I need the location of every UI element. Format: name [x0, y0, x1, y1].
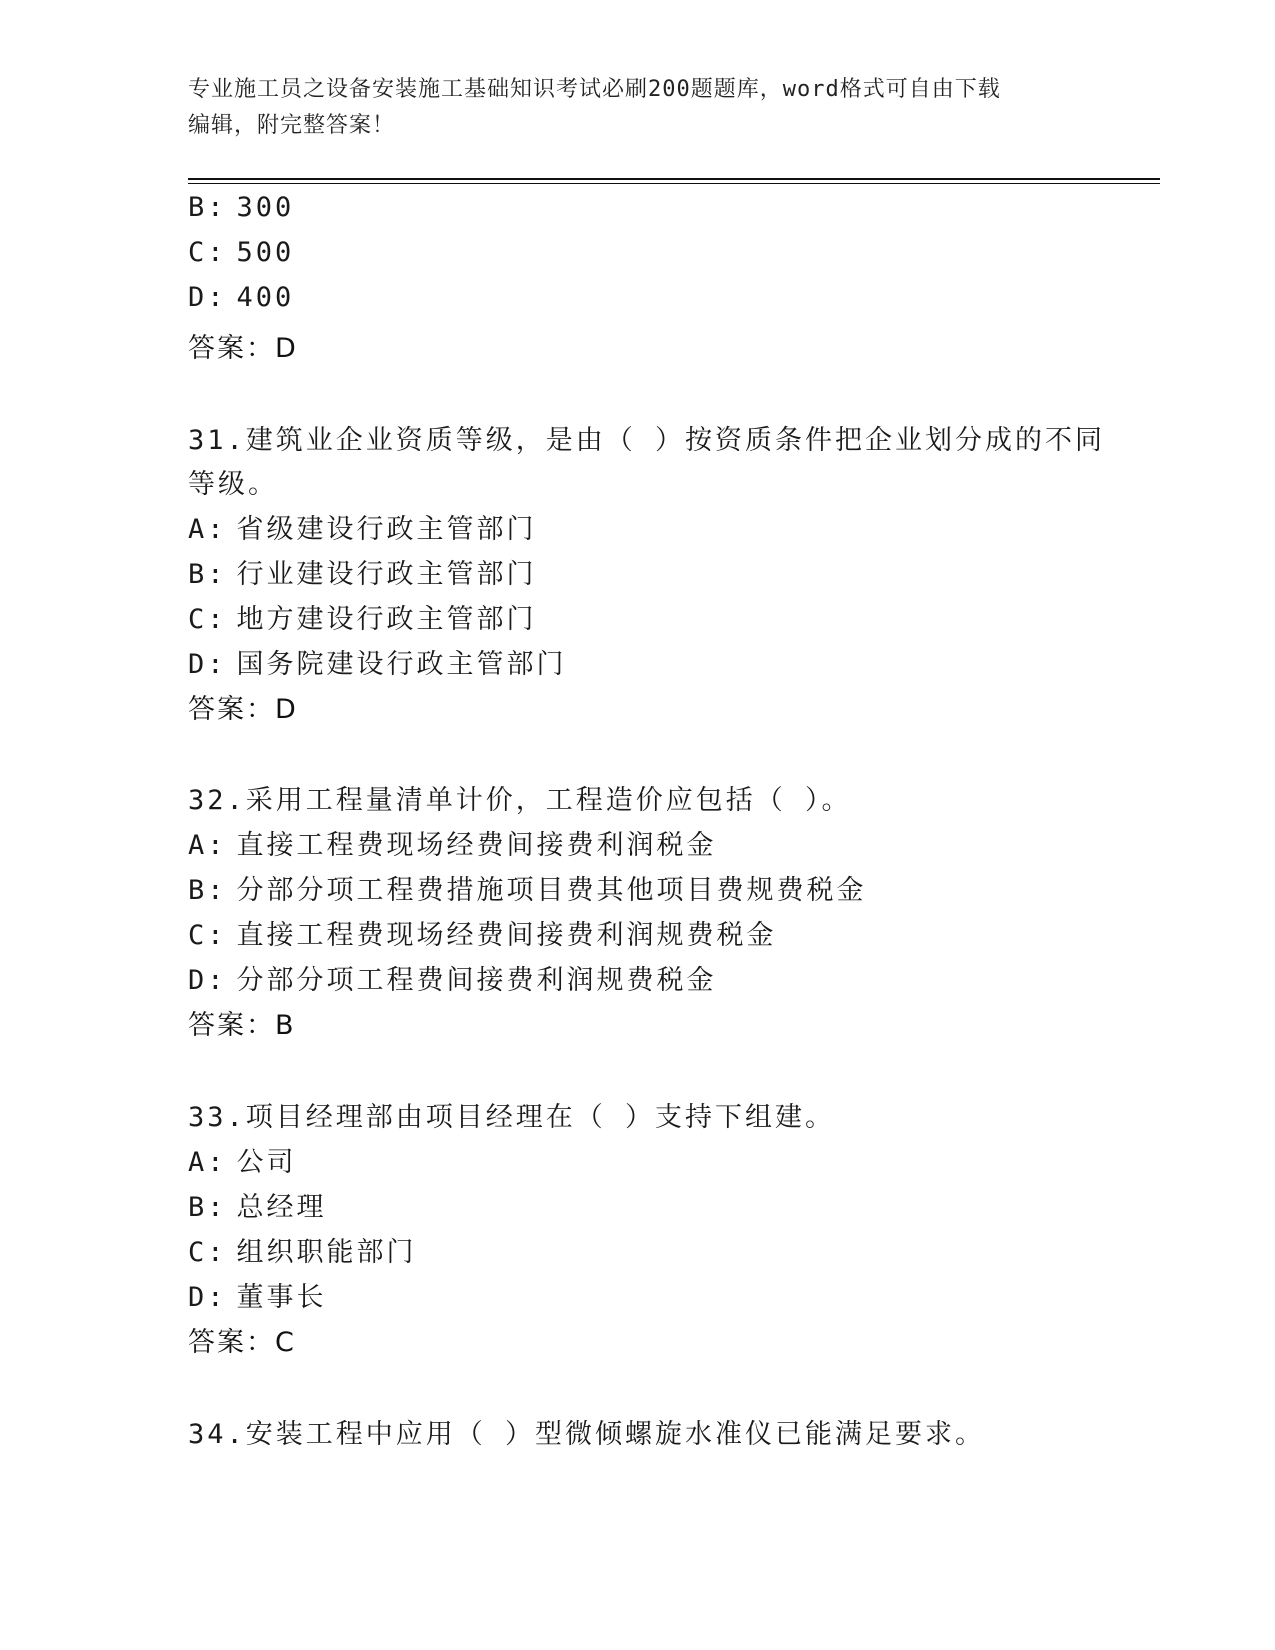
option-text: 分部分项工程费措施项目费其他项目费规费税金: [236, 875, 867, 906]
prev-option-b: [188, 192, 294, 223]
option-text: 地方建设行政主管部门: [236, 604, 537, 635]
option-text: 组织职能部门: [236, 1237, 417, 1268]
option-text: 公司: [236, 1147, 297, 1178]
prev-option-d: [188, 282, 294, 313]
option-text: 行业建设行政主管部门: [236, 559, 537, 590]
option-label: D:: [188, 965, 227, 996]
option-label: C:: [188, 1237, 227, 1268]
q32-option-a: [188, 823, 717, 862]
option-label: C:: [188, 604, 227, 635]
q32-stem-line-1: 32.采用工程量清单计价，工程造价应包括（ ）。: [188, 785, 852, 816]
q33-option-c: [188, 1230, 417, 1269]
header-title-line-2: 编辑，附完整答案！: [188, 113, 396, 138]
header-title-line-1: 专业施工员之设备安装施工基础知识考试必刷200题题库，word格式可自由下载: [188, 77, 1001, 102]
prev-answer: 答案：D: [188, 333, 298, 364]
option-label: B:: [188, 1192, 227, 1223]
option-text: 400: [236, 282, 295, 313]
option-text: 董事长: [236, 1282, 327, 1313]
document-header: [188, 72, 1068, 144]
header-divider-bottom: [188, 183, 1160, 184]
q32-option-d: [188, 958, 717, 997]
q31-stem-line-2: 等级。: [188, 469, 278, 500]
q31-answer: 答案：D: [188, 694, 298, 725]
q33-option-a: [188, 1140, 297, 1179]
option-label: D:: [188, 649, 227, 680]
option-label: D:: [188, 1282, 227, 1313]
q31-option-c: [188, 597, 537, 636]
prev-option-c: [188, 237, 294, 268]
option-label: C:: [188, 237, 227, 268]
q32-answer: 答案：B: [188, 1010, 296, 1041]
q33-stem-line-1: 33.项目经理部由项目经理在（ ）支持下组建。: [188, 1102, 836, 1133]
option-text: 直接工程费现场经费间接费利润税金: [236, 830, 717, 861]
option-label: B:: [188, 559, 227, 590]
q31-stem-line-1: 31.建筑业企业资质等级，是由（ ）按资质条件把企业划分成的不同: [188, 425, 1106, 456]
option-label: B:: [188, 192, 227, 223]
q33-answer: 答案：C: [188, 1327, 296, 1358]
option-text: 国务院建设行政主管部门: [236, 649, 567, 680]
q31-option-b: [188, 552, 537, 591]
option-label: D:: [188, 282, 227, 313]
option-label: C:: [188, 920, 227, 951]
option-text: 省级建设行政主管部门: [236, 514, 537, 545]
option-text: 直接工程费现场经费间接费利润规费税金: [236, 920, 777, 951]
q31-option-a: [188, 507, 537, 546]
q32-option-c: [188, 913, 777, 952]
q33-option-d: [188, 1275, 327, 1314]
option-label: A:: [188, 1147, 227, 1178]
q33-option-b: [188, 1185, 327, 1224]
header-divider-top: [188, 178, 1160, 180]
option-text: 500: [236, 237, 295, 268]
option-text: 分部分项工程费间接费利润规费税金: [236, 965, 717, 996]
q34-stem-line-1: 34.安装工程中应用（ ）型微倾螺旋水准仪已能满足要求。: [188, 1419, 986, 1450]
option-label: A:: [188, 514, 227, 545]
option-label: B:: [188, 875, 227, 906]
option-text: 300: [236, 192, 295, 223]
q31-option-d: [188, 642, 567, 681]
q32-option-b: [188, 868, 867, 907]
option-text: 总经理: [236, 1192, 327, 1223]
option-label: A:: [188, 830, 227, 861]
